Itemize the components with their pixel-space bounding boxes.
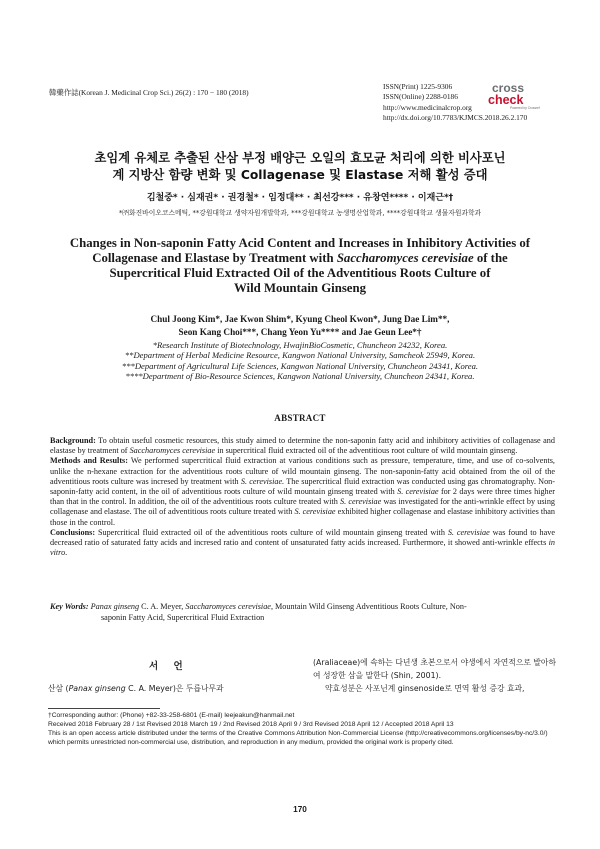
title-korean-line-1: 초임계 유체로 추출된 산삼 부정 배양근 오일의 효모균 처리에 의한 비사포닌 — [94, 151, 506, 165]
authors-english — [40, 313, 560, 338]
corresponding-author: †Corresponding author: (Phone) +82-33-258-6801 (E-mail) leejeakun@hanmail.net — [48, 712, 295, 719]
title-korean-line-2: 계 지방산 함량 변화 및 Collagenase 및 Elastase 저해 활성 증대 — [112, 168, 488, 182]
issn-print: ISSN(Print) 1225-9306 — [383, 82, 453, 91]
intro-left-a: 산삼 ( — [48, 684, 69, 693]
journal-url[interactable]: http://www.medicinalcrop.org — [383, 102, 472, 112]
conclusions-label: Conclusions: — [50, 527, 96, 537]
title-english-line-1: Changes in Non-saponin Fatty Acid Content and Increases in Inhibitory Activities of — [69, 236, 531, 250]
page-number: 170 — [293, 805, 307, 814]
cn-species: S. cerevisiae — [447, 527, 490, 537]
mr-species-3: S. cerevisiae — [340, 497, 382, 507]
intro-left-column — [48, 683, 302, 695]
cn-in-vitro: in vitro — [50, 538, 555, 558]
mr-species-2: S. cerevisiae — [397, 487, 439, 497]
keywords-line-1 — [50, 602, 555, 613]
intro-right-para-1: (Araliaceae)에 속하는 다년생 초본으로서 야생에서 자연적으로 발아하여 성장한 삼을 말한다 (Shin, 2001). — [313, 658, 556, 680]
abstract-body — [50, 436, 555, 558]
methods-label: Methods and Results: — [50, 456, 128, 466]
abstract-conclusions — [50, 528, 555, 559]
title-english-line-4: Wild Mountain Ginseng — [233, 281, 367, 295]
background-label: Background: — [50, 436, 96, 445]
mr-text-a: We performed supercritical fluid extraction at various conditions such as pressure, temperature, time, and use of co-solvents, unlike the n-hexane extraction for the adventitious roots culture of wild mountain ginseng. The non-saponin-fatty acid obtained from the oil of the adventitious roots culture was incresed by treatment with — [50, 456, 555, 486]
abstract-methods-results — [50, 456, 555, 527]
keyword-panax: Panax ginseng — [90, 602, 140, 611]
bg-text-b: in supercritical fluid extracted oil of the adventitious root culture of wild mountain ginseng. — [215, 446, 518, 456]
mr-species-4: S. cerevisiae — [294, 507, 336, 517]
abstract-background — [50, 436, 555, 456]
affiliation-4: ****Department of Bio-Resource Sciences, Kangwon National University, Chuncheon 24341, Korea. — [125, 370, 475, 381]
intro-heading: 서 언 — [149, 661, 189, 672]
cn-text-b: was found to have decreased ratio of saturated fatty acids and incresed ratio and content of unsaturated fatty acids increased. Furthermore, it showed anti-wrinkle effects — [50, 527, 555, 548]
keyword-4: , Mountain Wild Ginseng Adventitious Roots Culture, Non- — [270, 602, 467, 611]
affiliation-2: **Department of Herbal Medicine Resource, Kangwon National University, Samcheok 25949, Korea. — [124, 350, 476, 361]
title-english-line-3: Supercritical Fluid Extracted Oil of the Adventitious Roots Culture of — [109, 266, 491, 280]
license-text: This is an open access article distributed under the terms of the Creative Commons Attribution Non-Commercial License (http://creativecommons.org/licenses/by-nc/3.0/) which permits unrestricted non-commercial use, distribution, and reproduction in any medium, provided the original work is properly cited. — [48, 730, 548, 746]
affiliations-english — [40, 340, 560, 381]
intro-right-para-2: 약효성분은 사포닌계 ginsenoside로 면역 활성 증강 효과, — [325, 684, 525, 693]
keyword-2: C. A. Meyer, — [139, 602, 186, 611]
title-korean — [40, 150, 560, 184]
mr-text-b: The supercritical fluid extraction was conducted using gas chromatography. Non-saponin-fatty acid content, in the oil of adventitious roots culture of wild mountain ginseng treated with — [50, 476, 555, 497]
crossmark-word-check: check — [488, 93, 524, 107]
mr-species-1: S. cerevisiae. — [240, 476, 285, 486]
mr-text-d: was investigated for the anti-wrinkle effect by using collagenase and elastase. The oil of adventitious roots culture treated with — [50, 497, 556, 517]
doi-link[interactable]: http://dx.doi.org/10.7783/KJMCS.2018.26.2.170 — [383, 112, 528, 122]
footnote — [48, 711, 558, 747]
bg-species: Saccharomyces cerevisiae — [129, 446, 216, 456]
cn-text-a: Supercritical fluid extracted oil of the adventitious roots culture of wild mountain ginseng treated with — [95, 527, 448, 537]
issn-online: ISSN(Online) 2288-0186 — [383, 92, 458, 102]
authors-korean: 김철중* · 심재권* · 권경철* · 임정대** · 최선강*** · 유창연**** · 이재근*† — [146, 193, 454, 203]
bg-text-a: To obtain useful cosmetic resources, this study aimed to determine the non-saponin fatty acid and inhibitory activities of collagenase and elastase by treatment of — [50, 436, 555, 456]
mr-text-c: for 2 days were three times higher than that in the control. In addition, the oil of the adventitious roots culture treated with — [50, 487, 555, 507]
title-english — [35, 236, 565, 296]
affiliation-3: ***Department of Agricultural Life Sciences, Kangwon National University, Chuncheon 24341, Korea. — [121, 360, 479, 371]
title-en-2a: Collagenase and Elastase by Treatment with — [92, 251, 337, 265]
abstract-heading: ABSTRACT — [274, 413, 326, 423]
intro-species: Panax ginseng — [68, 684, 126, 693]
affiliation-1: *Research Institute of Biotechnology, HwajinBioCosmetic, Chuncheon 24232, Korea. — [152, 340, 448, 350]
keywords-line-2: saponin Fatty Acid, Supercritical Fluid Extraction — [101, 612, 265, 622]
authors-english-line-2: Seon Kang Choi***, Chang Yeon Yu**** and Jae Geun Lee*† — [178, 326, 422, 337]
cn-end: . — [65, 548, 68, 558]
title-english-line-2 — [35, 251, 565, 266]
keywords — [50, 602, 555, 623]
crossmark-logo[interactable] — [486, 80, 554, 110]
intro-right-column — [313, 656, 556, 695]
crossmark-word-cross: cross — [492, 81, 525, 95]
mr-text-e: exhibited higher collagenase and elastase inhibitory activities than those in the control. — [50, 507, 556, 527]
keywords-label: Key Words: — [50, 602, 89, 611]
authors-english-line-1: Chul Joong Kim*, Jae Kwon Shim*, Kyung Cheol Kwon*, Jung Dae Lim**, — [150, 314, 450, 324]
affiliations-korean: *㈜화진바이오코스메틱, **강원대학교 생약자원개발학과, ***강원대학교 농생명산업학과, ****강원대학교 생물자원과학과 — [118, 209, 482, 217]
journal-citation: 韓藥作誌(Korean J. Medicinal Crop Sci.) 26(2) : 170 − 180 (2018) — [49, 88, 249, 97]
title-species: Saccharomyces cerevisiae — [336, 251, 474, 265]
title-en-2c: of the — [473, 251, 508, 265]
crossmark-icon — [486, 80, 554, 110]
crossmark-tagline: Powered by Crossref — [510, 106, 540, 110]
submission-dates: Received 2018 February 28 / 1st Revised 2018 March 19 / 2nd Revised 2018 April 9 / 3rd Revised 2018 April 12 / Accepted 2018 April 13 — [48, 721, 454, 728]
keyword-saccharomyces: Saccharomyces cerevisiae — [185, 602, 271, 611]
footnote-rule — [48, 708, 160, 709]
intro-left-b: C. A. Meyer)은 두릅나무과 — [125, 684, 224, 693]
